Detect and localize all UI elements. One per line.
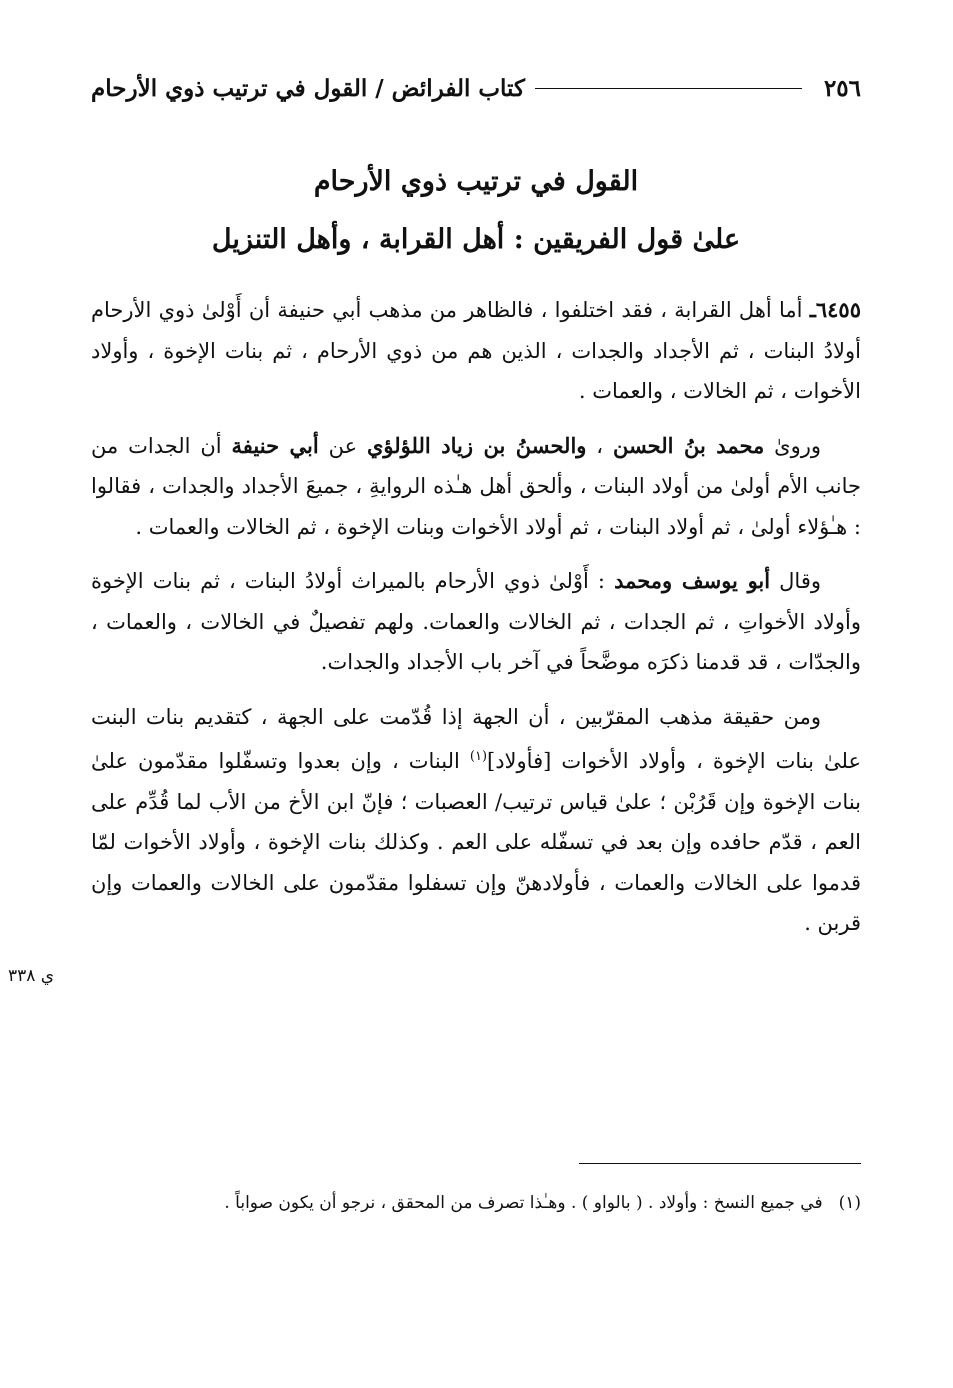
footnote-text: في جميع النسخ : وأولاد . ( بالواو ) . وهـٰذا تصرف من المحقق ، نرجو أن يكون صواباً . [224, 1193, 823, 1213]
paragraph-4 [91, 697, 861, 944]
imam-name: أبي حنيفة [231, 432, 319, 458]
running-title: كتاب الفرائض / القول في ترتيب ذوي الأرحام [91, 74, 525, 102]
narrator-name-2: والحسنُ بن زياد اللؤلؤي [367, 432, 587, 458]
paragraph-1-text: أما أهل القرابة ، فقد اختلفوا ، فالظاهر من مذهب أبي حنيفة أن أَوْلىٰ ذوي الأرحام أولادُ البنات ، ثم الأجداد والجدات ، الذين هم من ذوي الأرحام ، ثم بنات الإخوة ، وأولاد الأخوات ، ثم الخالات ، والعمات . [91, 298, 861, 403]
footnote-rule [579, 1163, 861, 1164]
paragraph-2-part-1: وروىٰ [764, 433, 821, 458]
paragraph-2-part-3: عن [318, 433, 367, 458]
running-header [91, 68, 861, 108]
paragraph-4-part-2: البنات ، وإن بعدوا وتسفّلوا مقدّمون علىٰ بنات الإخوة وإن قَرُبْن ؛ علىٰ قياس ترتيب/ العصبات ؛ فإنّ ابن الأخ من الأب لما قُدِّم على العم ، قدّم حافده وإن بعد في تسفّله على العم . وكذلك بنات الإخوة ، وأولاد الأخوات لمّا قدموا على الخالات والعمات ، فأولادهنّ وإن تسفلوا مقدّمون على الخالات والعمات وإن قربن . [91, 749, 861, 935]
issue-number: ٦٤٥٥ـ [809, 297, 861, 322]
paragraph-2 [91, 426, 861, 548]
paragraph-3-part-1: وقال [770, 569, 821, 593]
chapter-title: القول في ترتيب ذوي الأرحام [313, 166, 639, 197]
paragraph-3-part-2: : أَوْلىٰ ذوي الأرحام بالميراث أولادُ البنات ، ثم بنات الإخوة وأولاد الأخواتِ ، ثم الجدات ، ثم الخالات والعمات. ولهم تفصيلٌ في الخالات ، والعمات ، والجدّات ، قد قدمنا ذكرَه موضَّحاً في آخر باب الأجداد والجدات. [91, 569, 861, 674]
body-text [91, 290, 861, 958]
narrator-name-1: محمد بنُ الحسن [612, 432, 765, 458]
chapter-subtitle: علىٰ قول الفريقين : أهل القرابة ، وأهل التنزيل [211, 224, 741, 255]
paragraph-2-part-4: أن الجدات من جانب الأم أولىٰ من أولاد البنات ، وألحق أهل هـٰذه الروايةِ ، جميعَ الأجداد والجدات ، فقالوا : هـٰؤلاء أولىٰ ، ثم أولاد البنات ، ثم أولاد الأخوات وبنات الإخوة ، ثم الخالات والعمات . [91, 433, 861, 539]
scholars-names: أبو يوسف ومحمد [614, 568, 771, 593]
paragraph-1 [91, 290, 861, 412]
footnote-reference: (١) [469, 749, 488, 764]
paragraph-3 [91, 561, 861, 683]
header-rule [535, 88, 802, 89]
footnote-marker: (١) [838, 1193, 861, 1213]
margin-manuscript-note: ي ٣٣٨ [8, 966, 55, 986]
footnote-item [91, 1188, 861, 1218]
paragraph-2-part-2: ، [586, 433, 613, 458]
page-number: ٢٥٦ [823, 74, 861, 102]
paragraph-4-part-1: ومن حقيقة مذهب المقرّبين ، أن الجهة إذا قُدّمت على الجهة ، كتقديم بنات البنت علىٰ بنات الإخوة ، وأولاد الأخوات [فأولاد] [91, 704, 861, 773]
footnotes [91, 1188, 861, 1218]
